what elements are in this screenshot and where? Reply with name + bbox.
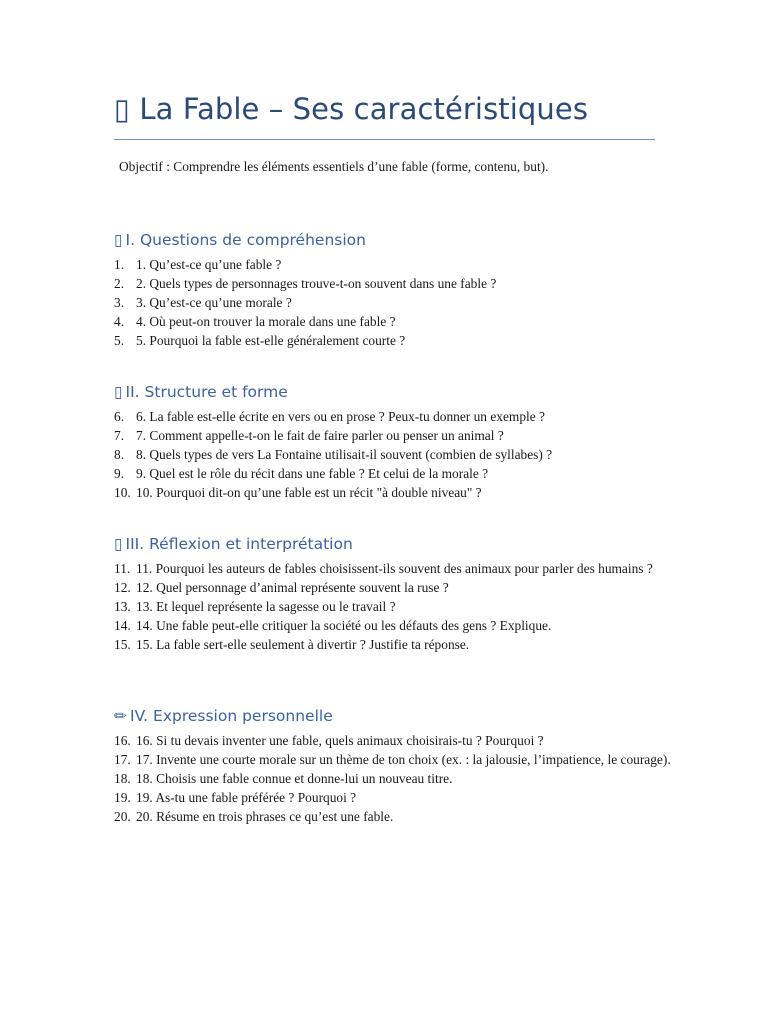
section-structure: [114, 381, 674, 502]
section-symbol-icon: ▯: [114, 231, 123, 249]
title-underline: [114, 139, 655, 140]
item-number: 13.: [114, 599, 131, 614]
list-item: [114, 807, 672, 826]
item-number: 9.: [114, 466, 125, 481]
item-text: 8. Quels types de vers La Fontaine utilisait-il souvent (combien de syllabes) ?: [136, 447, 553, 462]
item-text: 9. Quel est le rôle du récit dans une fable ? Et celui de la morale ?: [136, 466, 489, 481]
item-text: 16. Si tu devais inventer une fable, quels animaux choisirais-tu ? Pourquoi ?: [136, 733, 544, 748]
item-number: 10.: [114, 485, 131, 500]
item-number: 7.: [114, 428, 125, 443]
section-expression: [114, 705, 674, 826]
item-text: 2. Quels types de personnages trouve-t-on souvent dans une fable ?: [136, 276, 497, 291]
item-text: 10. Pourquoi dit-on qu’une fable est un récit "à double niveau" ?: [136, 485, 482, 500]
item-number: 15.: [114, 637, 131, 652]
item-text: 5. Pourquoi la fable est-elle généralement courte ?: [136, 333, 406, 348]
section-heading-text: II. Structure et forme: [125, 383, 288, 401]
item-number: 16.: [114, 733, 131, 748]
list-item: [114, 750, 672, 769]
list-item: [114, 464, 672, 483]
item-number: 8.: [114, 447, 125, 462]
item-text: 13. Et lequel représente la sagesse ou le travail ?: [136, 599, 396, 614]
item-text: 12. Quel personnage d’animal représente souvent la ruse ?: [136, 580, 449, 595]
list-item: [114, 255, 672, 274]
item-text: 17. Invente une courte morale sur un thème de ton choix (ex. : la jalousie, l’impatience, le courage).: [136, 752, 671, 767]
list-item: [114, 426, 672, 445]
item-number: 1.: [114, 257, 125, 272]
item-number: 20.: [114, 809, 131, 824]
item-number: 12.: [114, 580, 131, 595]
item-text: 1. Qu’est-ce qu’une fable ?: [136, 257, 282, 272]
item-text: 18. Choisis une fable connue et donne-lui un nouveau titre.: [136, 771, 453, 786]
list-item: [114, 616, 672, 635]
pencil-icon: ✏: [114, 707, 127, 725]
question-list: [114, 559, 674, 654]
section-heading: [114, 705, 674, 727]
section-heading-text: IV. Expression personnelle: [130, 707, 333, 725]
item-text: 15. La fable sert-elle seulement à divertir ? Justifie ta réponse.: [136, 637, 470, 652]
list-item: [114, 407, 672, 426]
item-number: 5.: [114, 333, 125, 348]
section-heading: [114, 229, 674, 251]
item-text: 6. La fable est-elle écrite en vers ou en prose ? Peux-tu donner un exemple ?: [136, 409, 545, 424]
item-number: 18.: [114, 771, 131, 786]
list-item: [114, 597, 672, 616]
question-list: [114, 731, 674, 826]
section-heading: [114, 533, 674, 555]
item-number: 17.: [114, 752, 131, 767]
item-text: 3. Qu’est-ce qu’une morale ?: [136, 295, 292, 310]
list-item: [114, 445, 672, 464]
item-number: 2.: [114, 276, 125, 291]
item-text: 20. Résume en trois phrases ce qu’est une fable.: [136, 809, 394, 824]
list-item: [114, 312, 672, 331]
question-list: [114, 407, 674, 502]
section-heading: [114, 381, 674, 403]
list-item: [114, 769, 672, 788]
list-item: [114, 483, 672, 502]
list-item: [114, 635, 672, 654]
item-number: 11.: [114, 561, 131, 576]
item-text: 14. Une fable peut-elle critiquer la société ou les défauts des gens ? Explique.: [136, 618, 552, 633]
list-item: [114, 578, 672, 597]
section-symbol-icon: ▯: [114, 535, 123, 553]
item-number: 14.: [114, 618, 131, 633]
item-text: 4. Où peut-on trouver la morale dans une fable ?: [136, 314, 396, 329]
section-reflexion: [114, 533, 674, 654]
item-number: 19.: [114, 790, 131, 805]
list-item: [114, 293, 672, 312]
section-comprehension: [114, 229, 674, 350]
list-item: [114, 274, 672, 293]
item-text: 7. Comment appelle-t-on le fait de faire parler ou penser un animal ?: [136, 428, 504, 443]
item-text: 19. As-tu une fable préférée ? Pourquoi ?: [136, 790, 357, 805]
item-number: 4.: [114, 314, 125, 329]
list-item: [114, 788, 672, 807]
section-heading-text: I. Questions de compréhension: [125, 231, 366, 249]
list-item: [114, 331, 672, 350]
question-list: [114, 255, 674, 350]
section-heading-text: III. Réflexion et interprétation: [125, 535, 353, 553]
item-number: 3.: [114, 295, 125, 310]
section-symbol-icon: ▯: [114, 383, 123, 401]
list-item: [114, 731, 672, 750]
title-symbol-icon: ▯: [114, 92, 131, 126]
title-text: La Fable – Ses caractéristiques: [139, 92, 589, 126]
page-title: [114, 92, 588, 126]
item-text: 11. Pourquoi les auteurs de fables choisissent-ils souvent des animaux pour parler des humains ?: [136, 561, 653, 576]
item-number: 6.: [114, 409, 125, 424]
list-item: [114, 559, 672, 578]
objective-text: Objectif : Comprendre les éléments essentiels d’une fable (forme, contenu, but).: [119, 159, 549, 174]
